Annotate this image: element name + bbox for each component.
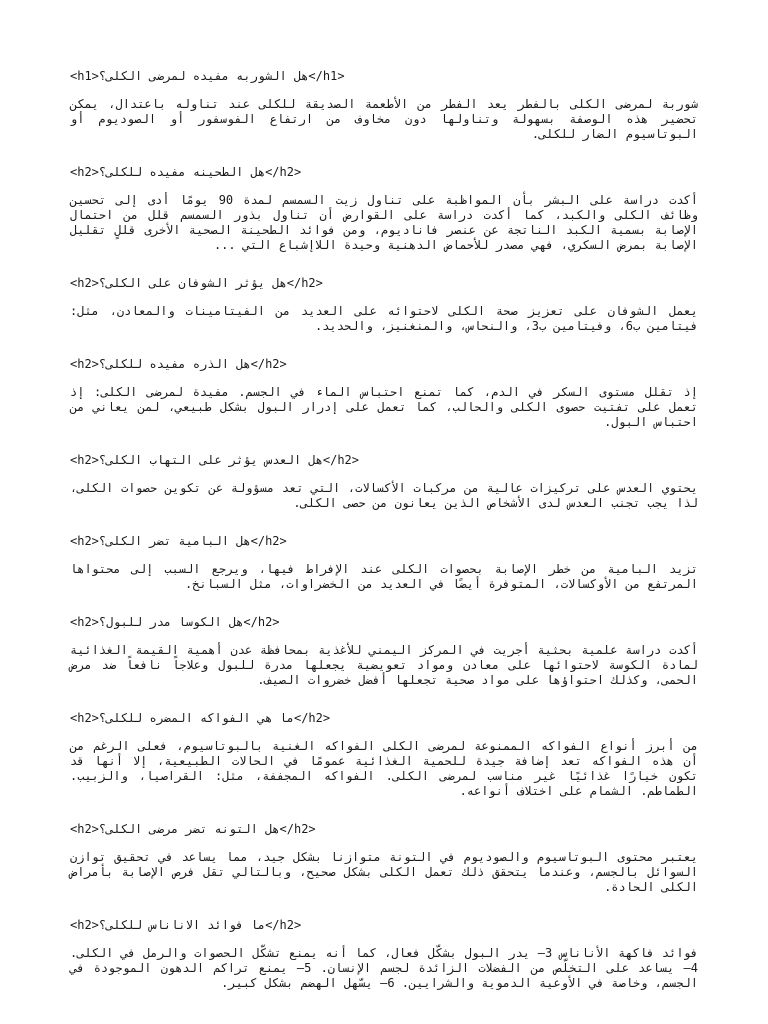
section-paragraph: تزيد البامية من خطر الإصابة بحصوات الكلى عند الإفراط فيها، ويرجع السبب إلى محتواها المرتفع من الأوكسالات، المتوفرة أيضًا في العديد من الخضراوات، مثل السبانخ. [70, 562, 698, 591]
section-paragraph: من أبرز أنواع الفواكه الممنوعة لمرضى الكلى الفواكه الغنية بالبوتاسيوم، فعلى الرغم من أن هذه الفواكه تعد إضافة جيدة للحمية الغذائية عمومًا في الحالات الطبيعية، إلا أنها قد تكون خيارًا غذائيًا غير مناسب لمرضى الكلى. الفواكه المجففة، مثل: القراصيا، والزبيب. الطماطم. الشمام على اختلاف أنواعه. [70, 739, 698, 798]
section-heading: <h2>هل العدس يؤثر على التهاب الكلى؟</h2> [70, 453, 359, 467]
section-paragraph: أكدت دراسة على البشر بأن المواظبة على تناول زيت السمسم لمدة 90 يومًا أدى إلى تحسين وظائف الكلى والكبد، كما أكدت دراسة على القوارض أن تناول بذور السمسم قلل من احتمال الإصابة بسمية الكبد الناتجة عن عنصر فاناديوم، ومن فوائد الطحينة الصحية الأخرى قللٍ تقليل الإصابة بمرض السكري، فهي مصدر للأحماض الدهنية وحيدة اللاإشباع التي ... [70, 193, 698, 252]
section-heading: <h2>هل البامية تضر الكلى؟</h2> [70, 534, 287, 548]
section-heading: <h2>هل التونه تضر مرضى الكلى؟</h2> [70, 822, 316, 836]
section-paragraph: شوربة لمرضى الكلى بالفطر يعد الفطر من الأطعمة الصديقة للكلى عند تناوله باعتدال، يمكن تحضير هذه الوصفة بسهولة وتناولها دون مخاوف من ارتفاع الفوسفور أو الصوديوم أو البوتاسيوم الضار للكلى. [70, 97, 698, 141]
section-heading: <h2>ما فوائد الاناناس للكلى؟</h2> [70, 918, 302, 932]
section-paragraph: يعمل الشوفان على تعزيز صحة الكلى لاحتوائه على العديد من الفيتامينات والمعادن، مثل: فيتامين ب6، وفيتامين ب3، والنحاس، والمنغنيز، والحديد. [70, 304, 698, 333]
section-paragraph: فوائد فاكهة الأناناس 3– يدر البول بشكّل فعال، كما أنه يمنع تشكّل الحصوات والرمل في الكلى. 4– يساعد على التخلّص من الفضلات الزائدة لجسم الإنسان. 5– يمنع تراكم الدهون الموجودة في الجسم، وخاصة في الأوعية الدموية والشرايين. 6– يسّهل الهضم بشكل كبير. [70, 946, 699, 990]
section-heading: <h2>ما هي الفواكه المضره للكلى؟</h2> [70, 711, 331, 725]
section-heading: <h2>هل الذره مفيده للكلى؟</h2> [70, 357, 287, 371]
section-heading: <h1>هل الشوربه مفيده لمرضى الكلى؟</h1> [70, 69, 345, 83]
section-heading: <h2>هل الطحينه مفيده للكلى؟</h2> [70, 165, 302, 179]
section-paragraph: يعتبر محتوى البوتاسيوم والصوديوم في التونة متوازنا بشكل جيد، مما يساعد في تحقيق توازن السوائل بالجسم، وعندما يتحقق ذلك تعمل الكلى بشكل صحيح، وبالتالي تقل فرص الإصابة بأمراض الكلى الحادة. [70, 850, 698, 894]
section-paragraph: إذ تقلل مستوى السكر في الدم، كما تمنع احتباس الماء في الجسم. مفيدة لمرضى الكلى: إذ تعمل على تفتيت حصوى الكلى والحالب، كما تعمل على إدرار البول بشكل طبيعي، لمن يعاني من احتباس البول. [70, 385, 698, 429]
section-paragraph: أكدت دراسة علمية بحثية أجريت في المركز اليمني للأغذية بمحافظة عدن أهمية القيمة الغذائية لمادة الكوسة لاحتوائها على معادن ومواد تعويضية يجعلها مدرة للبول وعلاجاً نافعاً ضد مرض الحمى، وكذلك احتواؤها على مواد صحية تجعلها أفضل خضروات الصيف. [70, 643, 698, 687]
section-heading: <h2>هل يؤثر الشوفان على الكلى؟</h2> [70, 276, 323, 290]
section-heading: <h2>هل الكوسا مدر للبول؟</h2> [70, 615, 280, 629]
section-paragraph: يحتوي العدس على تركيزات عالية من مركبات الأكسالات، التي تعد مسؤولة عن تكوين حصوات الكلى، لذا يجب تجنب العدس لدى الأشخاص الذين يعانون من حصى الكلى. [70, 481, 698, 510]
